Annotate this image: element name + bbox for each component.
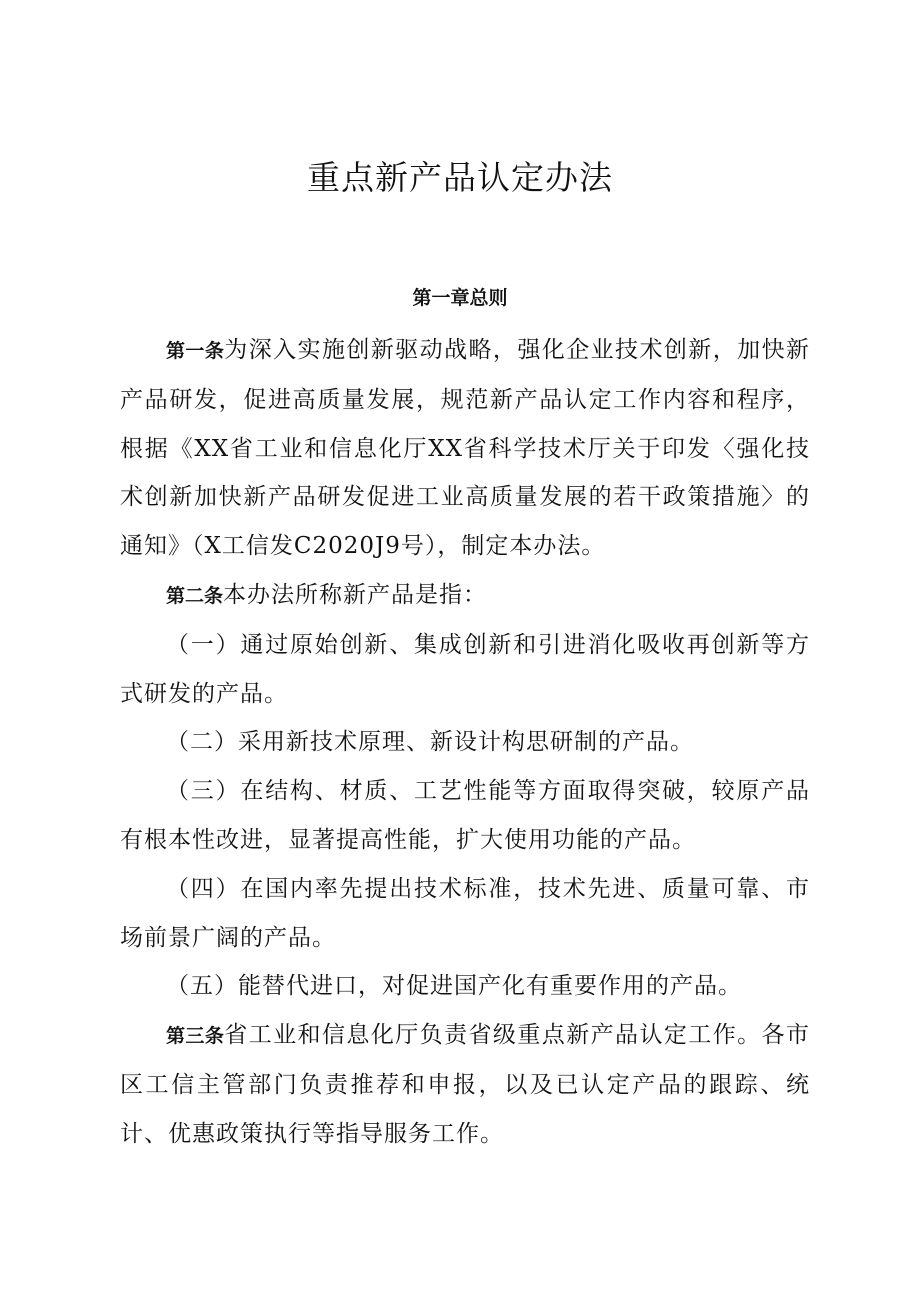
article-1-paragraph [120,326,810,571]
list-item-5 [120,962,810,1011]
article-text: 本办法所称新产品是指： [223,581,488,608]
article-number: 第三条 [166,1025,225,1048]
chapter-heading: 第一章总则 [412,287,508,309]
list-item-3 [120,767,810,865]
article-text: 省工业和信息化厅负责省级重点新产品认定工作。各市区工信主管部门负责推荐和申报，以及已认定产品的跟踪、统计、优惠政策执行等指导服务工作。 [120,1022,810,1147]
list-item-1 [120,621,810,719]
list-item-4 [120,865,810,963]
document-title: 重点新产品认定办法 [307,158,613,197]
list-item-text: （一）通过原始创新、集成创新和引进消化吸收再创新等方式研发的产品。 [120,631,810,707]
list-item-text: （四）在国内率先提出技术标准，技术先进、质量可靠、市场前景广阔的产品。 [120,875,810,951]
list-item-text: （二）采用新技术原理、新设计构思研制的产品。 [166,729,694,756]
article-number: 第一条 [166,340,225,362]
list-item-2 [120,718,810,767]
document-body [120,326,810,1159]
article-text: 为深入实施创新驱动战略，强化企业技术创新，加快新产品研发，促进高质量发展，规范新产品认定工作内容和程序，根据《XX省工业和信息化厅XX省科学技术厅关于印发〈强化技术创新加快新产品研发促进工业高质量发展的若干政策措施〉的通知》（X工信发C2020J9号），制定本办法。 [120,337,810,560]
list-item-text: （三）在结构、材质、工艺性能等方面取得突破，较原产品有根本性改进，显著提高性能，扩大使用功能的产品。 [120,778,810,853]
list-item-text: （五）能替代进口，对促进国产化有重要作用的产品。 [166,973,742,1000]
article-2-paragraph [120,571,810,621]
article-3-paragraph [120,1011,810,1158]
article-number: 第二条 [166,584,224,607]
